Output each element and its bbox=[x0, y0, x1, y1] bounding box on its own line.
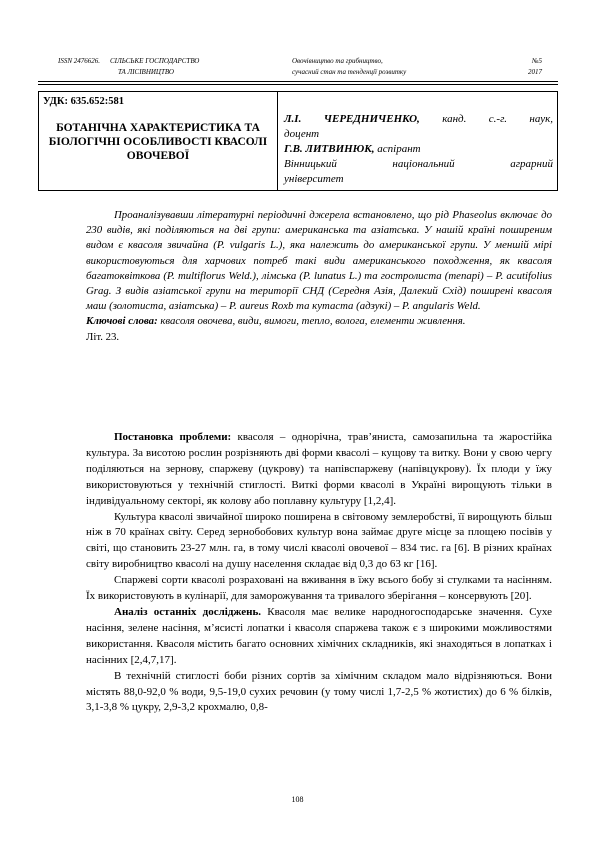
udk-title-cell bbox=[38, 91, 278, 191]
keywords-line bbox=[86, 314, 552, 329]
problem-heading: Постановка проблеми: bbox=[114, 431, 232, 443]
article-info-box bbox=[38, 91, 558, 191]
body-paragraph-5: В технічній стиглості боби різних сортів за хімічним складом мало відрізняються. Вони містять 88,0-92,0 % води, 9,5-19,0 сухих речовин (у тому числі 1,7-2,5 % жотистих) до 6 % білків, 3,1-3,8 % цукру, 2,9-3,2 крохмалю, 0,8- bbox=[86, 669, 552, 714]
author1-name: Л.І. ЧЕРЕДНИЧЕНКО, bbox=[284, 113, 420, 125]
body-paragraph-3: Спаржеві сорти квасолі розраховані на вживання в їжу всього бобу зі стулками та насінням. Їх використовують в кулінарії, для заморожування та тривалого зберігання – консервують [20]. bbox=[86, 574, 552, 603]
page-number: 108 bbox=[291, 795, 304, 804]
body-paragraph-1-text: квасоля – однорічна, трав’яниста, самозапильна та жаростійка культура. За висотою рослин розрізняють дві форми квасолі – кущову та витку. Вони у свою чергу поділяються на зернову, спаржеву (цукрову) та напівспаржеву (напівцукрову). Їх плоди у їжу використовуються у технічній стиглості. Виткі форми квасолі в Україні вирощують тільки в індивідуальному секторі, як колову або поплавну культуру [1,2,4]. bbox=[86, 431, 552, 507]
body-paragraph-4 bbox=[86, 605, 552, 669]
abstract bbox=[86, 208, 552, 345]
authors-cell bbox=[278, 91, 558, 191]
abstract-text: Проаналізувавши літературні періодичні джерела встановлено, що рід Phaseolus включає до 230 видів, які поділяються на дві групи: американська та азіатська. У нашій країні поширеним видом є квасоля звичайна (P. vulgaris L.), яка належить до американської групи. У меншій мірі використовуються для харчових потреб такі види американського походження, як квасоля багатоквіткова (P. multiflorus Weld.), лімська (P. lunatus L.) та гостролиста (тепарі) – P. acutifolius Grag. З видів азіатської групи на території СНД (Середня Азія, Далекий Схід) поширені квасоля маш (золотиста, азіатська) – P. aureus Roxb та кутаста (адзукі) – P. angularis Weld. bbox=[86, 209, 552, 313]
affiliation-line2: університет bbox=[284, 173, 344, 185]
keywords: квасоля овочева, види, вимоги, тепло, волога, елементи живлення. bbox=[157, 315, 466, 328]
article-body bbox=[86, 430, 552, 716]
body-paragraph-1 bbox=[86, 430, 552, 510]
author1-role: канд. с.-г. наук, bbox=[419, 113, 553, 125]
author2-role: аспірант bbox=[374, 143, 421, 155]
topic-line1: Овочівництво та грибництво, bbox=[292, 57, 383, 65]
affiliation-line1: Вінницький національний аграрний bbox=[284, 158, 553, 170]
header-rule-top bbox=[38, 81, 558, 82]
running-header-issue bbox=[500, 56, 542, 78]
topic-line2: сучасний стан та тенденції розвитку bbox=[292, 68, 407, 76]
journal-name-line2: ТА ЛІСІВНИЦТВО bbox=[118, 68, 174, 76]
analysis-heading: Аналіз останніх досліджень. bbox=[114, 605, 262, 618]
body-paragraph-2: Культура квасолі звичайної широко поширена в світовому землеробстві, її вирощують більш ніж в 70 країнах світу. Серед зернобобових культур вона займає друге місце за площею посівів у світі, що становить 23-27 млн. га, в тому числі квасолі овочевої – 834 тис. га [6]. В різних країнах світу виробництво квасолі на душу населення складає від 0,3 до 63 кг [16]. bbox=[86, 510, 552, 571]
article-title: БОТАНІЧНА ХАРАКТЕРИСТИКА ТА БІОЛОГІЧНІ ОСОБЛИВОСТІ КВАСОЛІ ОВОЧЕВОЇ bbox=[48, 122, 268, 162]
header-rule-bottom bbox=[38, 84, 558, 85]
issue-year: 2017 bbox=[528, 68, 542, 76]
running-header-topic bbox=[292, 56, 492, 78]
references-count: Літ. 23. bbox=[86, 330, 120, 343]
author1-role2: доцент bbox=[284, 128, 320, 140]
running-header-journal bbox=[58, 56, 278, 78]
authors-block bbox=[284, 112, 553, 187]
author2-name: Г.В. ЛИТВИНЮК, bbox=[284, 143, 375, 155]
udk-code: УДК: 635.652:581 bbox=[43, 96, 124, 107]
issn: ISSN 2476626. bbox=[58, 57, 100, 65]
body-paragraph-4-text: Квасоля має велике народногосподарське значення. Сухе насіння, зелене насіння, м’ясисті лопатки і квасоля спаржева також є з широкими можливостями використання. Квасоля містить багато основних хімічних складників, які знаходяться в лопатках і насінних [2,4,7,17]. bbox=[86, 605, 552, 666]
journal-name-line1: СІЛЬСЬКЕ ГОСПОДАРСТВО bbox=[110, 57, 200, 65]
author1-line bbox=[284, 112, 553, 127]
keywords-label: Ключові слова: bbox=[86, 315, 158, 328]
issue-number: №5 bbox=[531, 57, 542, 65]
